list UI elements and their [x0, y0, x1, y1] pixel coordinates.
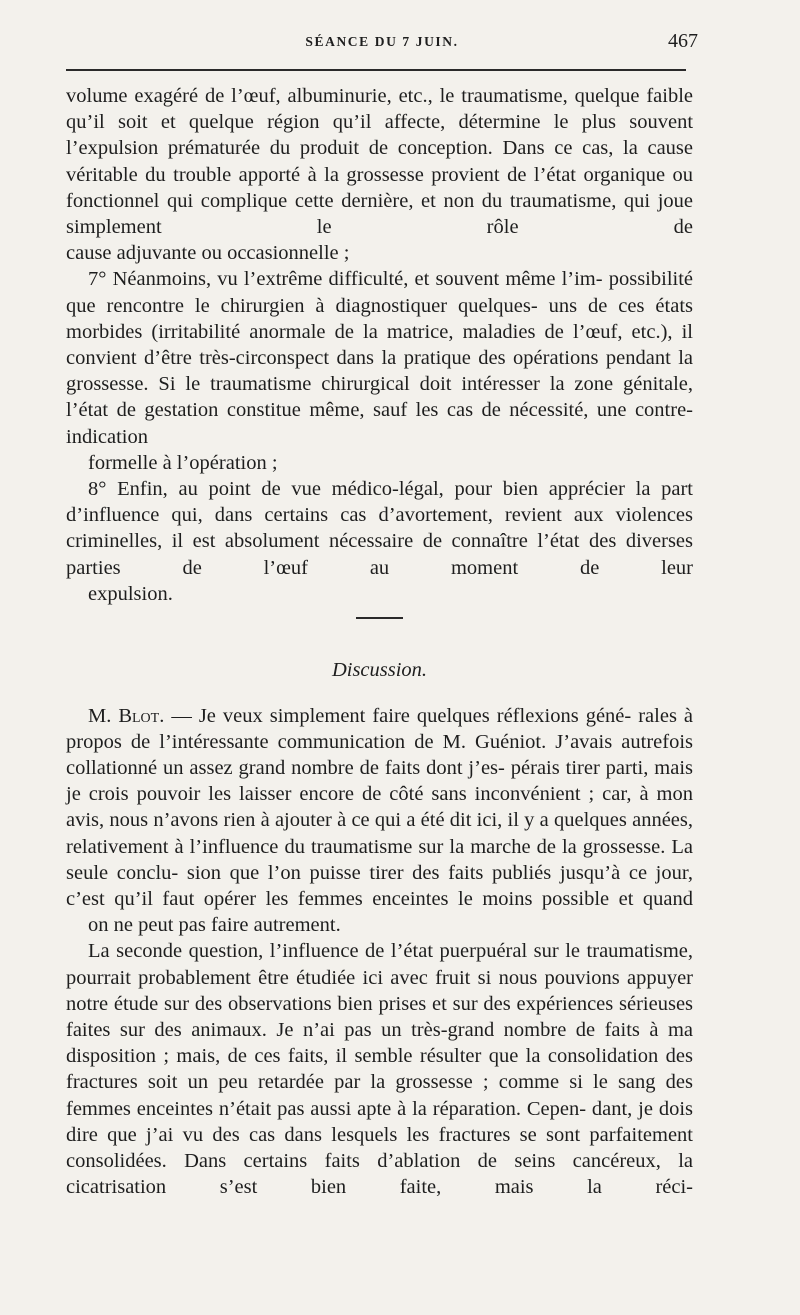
text-line: formelle à l’opération ; [88, 451, 278, 474]
text-line: sans inconvénient ; car, à mon avis, nous n’avons rien à ajouter à [66, 783, 693, 832]
text-line: sion que l’on puisse tirer des faits publiés jusqu’à ce jour, c’est [66, 861, 693, 910]
text-line: prises et sur des expériences sérieuses faites sur des animaux. [66, 992, 694, 1041]
body-text [66, 83, 693, 1200]
text-line: 8° Enfin, au point de vue médico-légal, pour bien apprécier la [88, 478, 651, 501]
text-line: nous pouvions appuyer notre étude sur des observations bien [66, 966, 694, 1015]
text-line: soit un peu retardée par la grossesse ; comme si le sang des [147, 1071, 693, 1094]
running-title: SÉANCE DU 7 JUIN. [305, 34, 459, 49]
text-line: l’état des diverses parties de l’œuf au moment de leur [66, 530, 694, 579]
text-line: J’avais autrefois collationné un assez grand nombre de faits dont j’es- [66, 730, 693, 779]
text-line: traumatisme, pourrait probablement être étudiée ici avec fruit si [66, 940, 694, 989]
text-line: Dans ce cas, la cause véritable du trouble apporté à la grossesse [66, 137, 694, 186]
text-line: dernière, et non du traumatisme, qui joue simplement le rôle de [66, 189, 694, 239]
text-line: du traumatisme sur la marche de la grossesse. La seule conclu- [66, 835, 693, 884]
text-line: on ne peut pas faire autrement. [88, 914, 341, 937]
text-line: le plus souvent l’expulsion prématurée du produit de conception. [66, 111, 694, 160]
text-line: pérais tirer parti, mais je crois pouvoir les laisser encore de côté [66, 756, 693, 806]
text-line: provient de l’état organique ou fonctionnel qui complique cette [66, 163, 694, 212]
text-line: Je n’ai pas un très-grand nombre de faits à ma disposition ; mais, [66, 1019, 693, 1068]
text-line: de ces faits, il semble résulter que la consolidation des fractures [66, 1045, 693, 1094]
paragraph-continuation [66, 83, 693, 266]
text-line: expulsion. [88, 582, 173, 605]
speaker-name: M. Blot. [88, 704, 165, 727]
paragraph-blot-2 [66, 938, 693, 1200]
text-line: constitue même, sauf les cas de nécessité, une contre-indication [66, 399, 693, 448]
text-line: uns de ces états morbides (irritabilité anormale de la matrice, [66, 294, 693, 343]
page-number: 467 [668, 30, 698, 52]
text-line: quelque faible qu’il soit et quelque région qu’il affecte, détermine [66, 85, 693, 134]
section-title: Discussion. [331, 658, 428, 681]
running-head [66, 30, 698, 54]
text-line: rales à propos de l’intéressante communication de M. Guéniot. [66, 704, 693, 753]
text-line: la pratique des opérations pendant la grossesse. Si le traumatisme [66, 347, 693, 396]
header-rule [66, 69, 686, 71]
text-line: seins cancéreux, la cicatrisation s’est bien faite, mais la réci- [66, 1150, 693, 1199]
text-line: possibilité que rencontre le chirurgien à diagnostiquer quelques- [66, 268, 694, 317]
text-line: chirurgical doit intéresser la zone génitale, l’état de gestation [66, 373, 694, 422]
text-line: se sont parfaitement consolidées. Dans certains faits d’ablation de [66, 1123, 694, 1173]
paragraph-blot-1 [66, 703, 693, 939]
text-line: qu’il faut opérer les femmes enceintes le moins possible et quand [114, 887, 694, 910]
text-line: volume exagéré de l’œuf, albuminurie, etc., le traumatisme, [66, 85, 568, 107]
paragraph-point-8 [66, 476, 693, 607]
text-line: cause adjuvante ou occasionnelle ; [66, 242, 350, 265]
text-line: part d’influence qui, dans certains cas d’avortement, revient aux [66, 478, 693, 527]
paragraph-point-7 [66, 266, 693, 476]
text-line: maladies de l’œuf, etc.), il convient d’être très-circonspect dans [66, 320, 693, 370]
text-line: — Je veux simplement faire quelques réflexions géné- [171, 704, 632, 727]
text-line: violences criminelles, il est absolument nécessaire de connaître [66, 504, 693, 553]
text-line: femmes enceintes n’était pas aussi apte à la réparation. Cepen- [66, 1097, 587, 1120]
text-line: ce qui a été dit ici, il y a quelques années, relativement à l’influence [66, 809, 694, 858]
text-line: 7° Néanmoins, vu l’extrême difficulté, et souvent même l’im- [88, 268, 603, 291]
text-line: La seconde question, l’influence de l’état puerpuéral sur le [88, 940, 581, 963]
text-line: dant, je dois dire que j’ai vu des cas dans lesquels les fractures [66, 1097, 693, 1146]
section-divider [356, 617, 403, 619]
